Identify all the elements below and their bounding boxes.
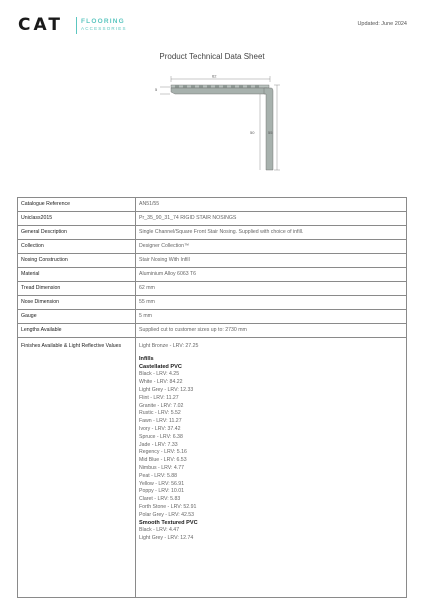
infill-colour-item: Flint - LRV: 11.27 [139, 394, 179, 401]
spec-value: Single Channel/Square Front Stair Nosing. Supplied with choice of infill. [136, 226, 407, 240]
spec-value: Pr_35_90_31_74 RIGID STAIR NOSINGS [136, 212, 407, 226]
spec-value: 62 mm [136, 282, 407, 296]
spec-row [18, 198, 407, 212]
infill-colour-item: White - LRV: 84.22 [139, 379, 183, 386]
infill-colour-item: Mid Blue - LRV: 6.53 [139, 457, 187, 464]
infill-colour-item: Regency - LRV: 5.16 [139, 449, 187, 456]
spec-row [18, 240, 407, 254]
infill-colour-item: Fawn - LRV: 11.27 [139, 418, 182, 425]
infill-colour-item: Rustic - LRV: 5.52 [139, 410, 181, 417]
dim-left-label: 5 [155, 87, 158, 92]
infill-colour-item: Nimbus - LRV: 4.77 [139, 464, 184, 471]
base-finish: Light Bronze - LRV: 27.25 [139, 343, 199, 349]
spec-value: Supplied cut to customer sizes up to: 2730 mm [136, 324, 407, 338]
finishes-label: Finishes Available & Light Reflective Values [18, 338, 136, 598]
spec-row [18, 310, 407, 324]
dim-top-label: 62 [212, 73, 217, 79]
finishes-value [136, 338, 407, 598]
spec-row [18, 296, 407, 310]
dim-outer-label: 55 [268, 130, 273, 135]
spec-row [18, 254, 407, 268]
infill-colour-item: Light Grey - LRV: 12.74 [139, 535, 194, 542]
spec-value: Designer Collection™ [136, 240, 407, 254]
spec-label: Material [18, 268, 136, 282]
nosing-profile-drawing [150, 70, 280, 178]
infill-group-heading: Castellated PVC [139, 363, 182, 370]
infill-colour-item: Forth Stone - LRV: 52.91 [139, 503, 197, 510]
spec-row [18, 226, 407, 240]
spec-label: Uniclass2015 [18, 212, 136, 226]
spec-label: Lengths Available [18, 324, 136, 338]
finishes-list [139, 343, 403, 543]
spec-value: AN51/55 [136, 198, 407, 212]
infills-heading: Infills [139, 355, 154, 362]
infill-colour-item: Ivory - LRV: 37.42 [139, 425, 181, 432]
infill-group-heading: Smooth Textured PVC [139, 519, 198, 526]
infill-colour-item: Polar Grey - LRV: 42.53 [139, 511, 195, 518]
spec-label: Nosing Construction [18, 254, 136, 268]
infill-colour-item: Black - LRV: 4.25 [139, 371, 180, 378]
spec-value: Aluminium Alloy 6063 T6 [136, 268, 407, 282]
brand-subtitle-accessories: ACCESSORIES [81, 26, 127, 31]
infill-colour-item: Light Grey - LRV: 12.33 [139, 386, 194, 393]
brand-logo: CAT [18, 15, 63, 35]
brand-subtitle-flooring: FLOORING [81, 18, 125, 25]
spec-value: 5 mm [136, 310, 407, 324]
page-header [0, 0, 424, 40]
infill-colour-item: Claret - LRV: 5.83 [139, 496, 181, 503]
spec-label: General Description [18, 226, 136, 240]
spec-label: Collection [18, 240, 136, 254]
spec-label: Tread Dimension [18, 282, 136, 296]
infill-colour-item: Black - LRV: 4.47 [139, 527, 180, 534]
infill-groups [139, 364, 403, 543]
spec-label: Nose Dimension [18, 296, 136, 310]
spec-table [17, 197, 407, 598]
spec-row [18, 282, 407, 296]
spec-row-finishes [18, 338, 407, 598]
spec-value: Stair Nosing With Infill [136, 254, 407, 268]
spec-row [18, 324, 407, 338]
infill-colour-item: Poppy - LRV: 10.01 [139, 488, 184, 495]
infill-colour-item: Yellow - LRV: 56.91 [139, 480, 185, 487]
spec-label: Gauge [18, 310, 136, 324]
document-title: Product Technical Data Sheet [159, 52, 265, 61]
spec-value: 55 mm [136, 296, 407, 310]
spec-row [18, 212, 407, 226]
logo-divider [76, 17, 77, 34]
dim-inner-label: 50 [250, 130, 255, 135]
infill-colour-item: Granite - LRV: 7.02 [139, 402, 184, 409]
infill-colour-item: Spruce - LRV: 6.38 [139, 433, 183, 440]
spec-row [18, 268, 407, 282]
infill-colour-item: Jade - LRV: 7.33 [139, 441, 178, 448]
infill-colour-item: Peat - LRV: 5.88 [139, 472, 178, 479]
spec-label: Catalogue Reference [18, 198, 136, 212]
updated-date: Updated: June 2024 [357, 21, 407, 27]
